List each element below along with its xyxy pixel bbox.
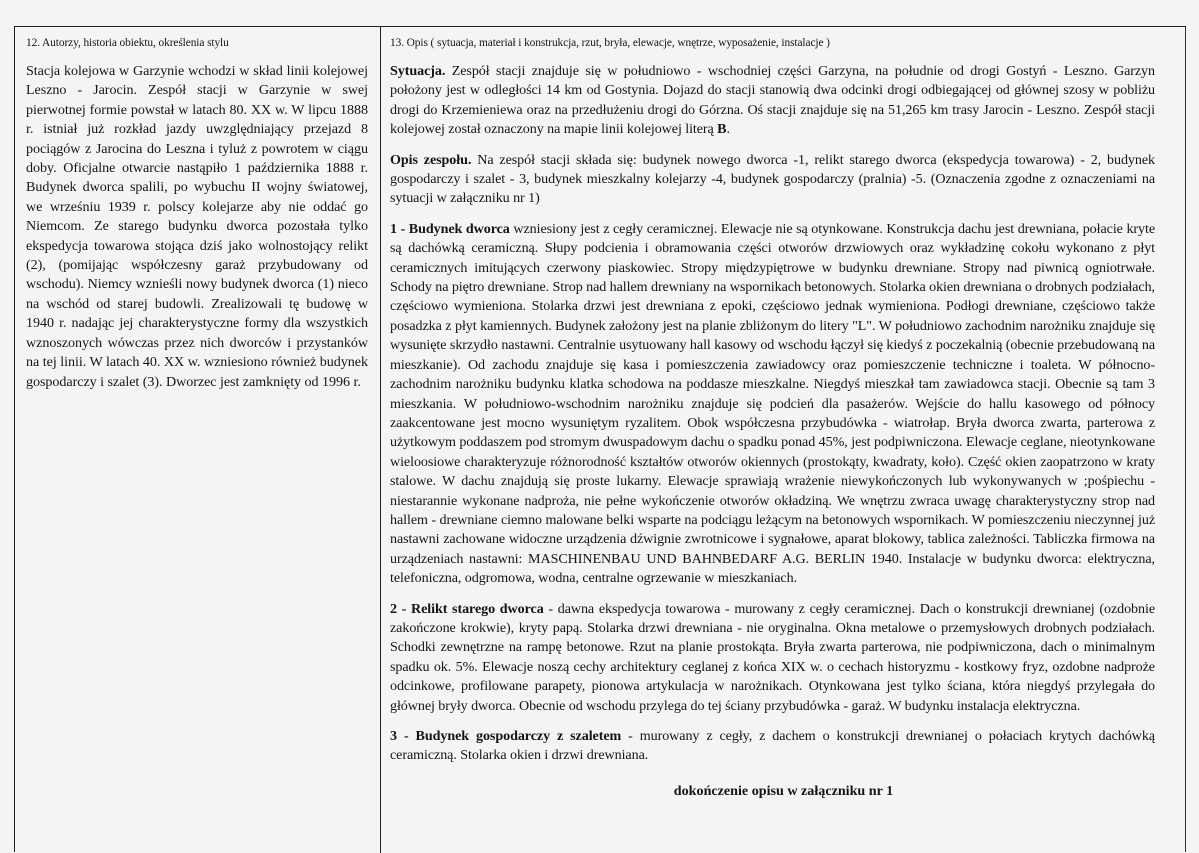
continuation-note: dokończenie opisu w załączniku nr 1 (673, 782, 894, 799)
paragraph-utility-building (390, 727, 1155, 766)
map-letter: B (717, 121, 727, 138)
right-column (390, 30, 1155, 801)
paragraph-body: Zespół stacji znajduje się w południowo - wschodniej części Garzyna, na południe od drogi Gostyń - Leszno. Garzyn położony jest w odległości 14 km od Gostynia. Dojazd do stacji stanowią dwa odcinki drogi odbiegającej od głównej szosy w pobliżu drogi do Krzemieniewa oraz na przedłużeniu drogi do Górzna. Oś stacji znajduje się na 51,265 km trasy Jarocin - Leszno. Zespół stacji kolejowej został oznaczony na mapie linii kolejowej literą (390, 63, 1155, 138)
paragraph-body: wzniesiony jest z cegły ceramicznej. Elewacje nie są otynkowane. Konstrukcja dachu jest drewniana, połacie kryte są dachówką ceramiczną. Słupy podcienia i obramowania części otworów drzwiowych oraz wykładzinę cokołu wykonano z płyt ceramicznych imitujących czerwony piaskowiec. Stropy międzypiętrowe w budynku drewniane. Stropy nad piwnicą ogniotrwałe. Schody na piętro drewniane. Strop nad hallem drewniany na wspornikach betonowych. Stolarka okien drewniana o drobnych podziałach, częściowo wymieniona. Stolarka drzwi jest drewniana z epoki, częściowo jednak wymieniona. Podłogi drewniane, częściowo także posadzka z płyt kamiennych. Budynek założony jest na planie zbliżonym do litery "L". W południowo zachodnim narożniku znajduje się wysunięte skrzydło nastawni. Centralnie usytuowany hall kasowy od wschodu łączył się kiedyś z poczekalnią (obecnie przebudowaną na mieszkanie). Od zachodu znajduje się kasa i pomieszczenia zawiadowcy oraz pomieszczenie techniczne i toaleta. W północno-zachodnim narożniku budynku klatka schodowa na poddasze mieszkalne. Niegdyś mieszkał tam zawiadowca stacji. Obecnie są tam 3 mieszkania. W południowo-wschodnim narożniku znajduje się podcień dla pasażerów. Wejście do hallu kasowego od północy zaakcentowane jest mocno wysuniętym ryzalitem. Obok współczesna przybudówka - wiatrołap. Bryła dworca zwarta, parterowa z użytkowym poddaszem pod stromym dwuspadowym dachu o spadku ponad 45%, jest podpiwniczona. Elewacje ceglane, nieotynkowane wieloosiowe charakteryzuje różnorodność kształtów otworów okiennych (prostokąty, kwadraty, koło). Część okien zaopatrzono w kraty stalowe. W dachu znajdują się proste lukarny. Elewacje sprawiają wrażenie niewykończonych lub wykonywanych w ;pośpiechu - niestarannie wykonane nadproża, nie pełne wykończenie otworów okładziną. We wnętrzu zwraca uwagę charakterystyczny strop nad hallem - drewniane ciemno malowane belki wsparte na podciągu leżącym na betonowych wspornikach. W pomieszczeniu nieczynnej już nastawni zachowane widoczne urządzenia dźwignie zwrotnicowe i sygnałowe, aparat blokowy, tablica zależności. Tabliczka firmowa na urządzeniach nastawni: MASCHINENBAU UND BAHNBEDARF A.G. BERLIN 1940. Instalacje w budynku dworca: elektryczna, telefoniczna, odgromowa, wodna, centralne ogrzewanie w mieszkaniach. (390, 220, 1156, 587)
section-13-header: 13. Opis ( sytuacja, materiał i konstrukcja, rzut, bryła, elewacje, wnętrze, wyposażenie, instalacje ) (390, 37, 830, 49)
paragraph-body: - dawna ekspedycja towarowa - murowany z cegły ceramicznej. Dach o konstrukcji drewnianej (ozdobnie zakończone krokwie), kryty papą. Stolarka drzwi drewniana - nie oryginalna. Okna metalowe o przemysłowych drobnych podziałach. Schodki zewnętrzne na rampę betonowe. Rzut na planie prostokąta. Bryła zwarta parterowa, nie podpiwniczona, dach o minimalnym spadku ok. 5%. Elewacje noszą cechy architektury ceglanej z końca XIX w. o cechach historyzmu - kostkowy fryz, ozdobne nadproże odcinkowe, profilowane parapety, pionowa artykulacja w narożnikach. Otynkowana jest tylko ściana, która niegdyś przylegała do głównej bryły dworca. Obecnie od wschodu przylega do tej ściany przybudówka - garaż. W budynku instalacja elektryczna. (390, 600, 1155, 714)
paragraph-body: Na zespół stacji składa się: budynek nowego dworca -1, relikt starego dworca (ekspedycja towarowa) - 2, budynek gospodarczy i szalet - 3, budynek mieszkalny kolejarzy -4, budynek gospodarczy (pralnia) -5. (Oznaczenia zgodne z oznaczeniami na sytuacji w załączniku nr 1) (390, 151, 1155, 207)
paragraph-lead: 1 - Budynek dworca (390, 220, 510, 237)
paragraph-lead: Sytuacja. (390, 63, 446, 79)
left-column (26, 30, 368, 392)
paragraph-station-building (390, 220, 1155, 589)
section-12-header: 12. Autorzy, historia obiektu, określenia stylu (26, 37, 229, 49)
history-text: Stacja kolejowa w Garzynie wchodzi w skład linii kolejowej Leszno - Jarocin. Zespół stacji w Garzynie w swej pierwotnej formie powstał w latach 80. XX w. W lipcu 1888 r. istniał już rozkład jazdy uwzględniający przejazd 8 pociągów z Jarocina do Leszna i tyluż z powrotem w ciągu doby. Oficjalne otwarcie nastąpiło 1 października 1888 r. Budynek dworca spalili, po wybuchu II wojny światowej, we wrześniu 1939 r. polscy kolejarze aby nie oddać go Niemcom. Ze starego budynku dworca pozostała tylko ekspedycja towarowa stojąca dziś jako wolnostojący relikt (2), (pomijając współczesny garaż przybudowany od wschodu). Niemcy wznieśli nowy budynek dworca (1) nieco na wschód od starej budowli. Zrealizowali tę budowę w 1940 r. nadając jej charakterystyczne formy dla wszystkich wznoszonych wówczas przez nich dworców i przystanków na tej linii. W latach 40. XX w. wzniesiono również budynek gospodarczy i szalet (3). Dworzec jest zamknięty od 1996 r. (26, 63, 368, 390)
paragraph-lead: 2 - Relikt starego dworca (390, 600, 544, 617)
paragraph-body: - murowany z cegły, z dachem o konstrukcji drewnianej o połaciach krytych dachówką ceramiczną. Stolarka okien i drzwi drewniana. (390, 728, 1155, 764)
paragraph-lead: Opis zespołu. (390, 151, 472, 168)
paragraph-complex (390, 151, 1155, 209)
paragraph-tail: . (726, 121, 730, 138)
paragraph-situation (390, 62, 1155, 140)
paragraph-lead: 3 - Budynek gospodarczy z szaletem (390, 728, 622, 744)
paragraph-old-station (390, 600, 1155, 716)
column-divider (380, 26, 381, 853)
